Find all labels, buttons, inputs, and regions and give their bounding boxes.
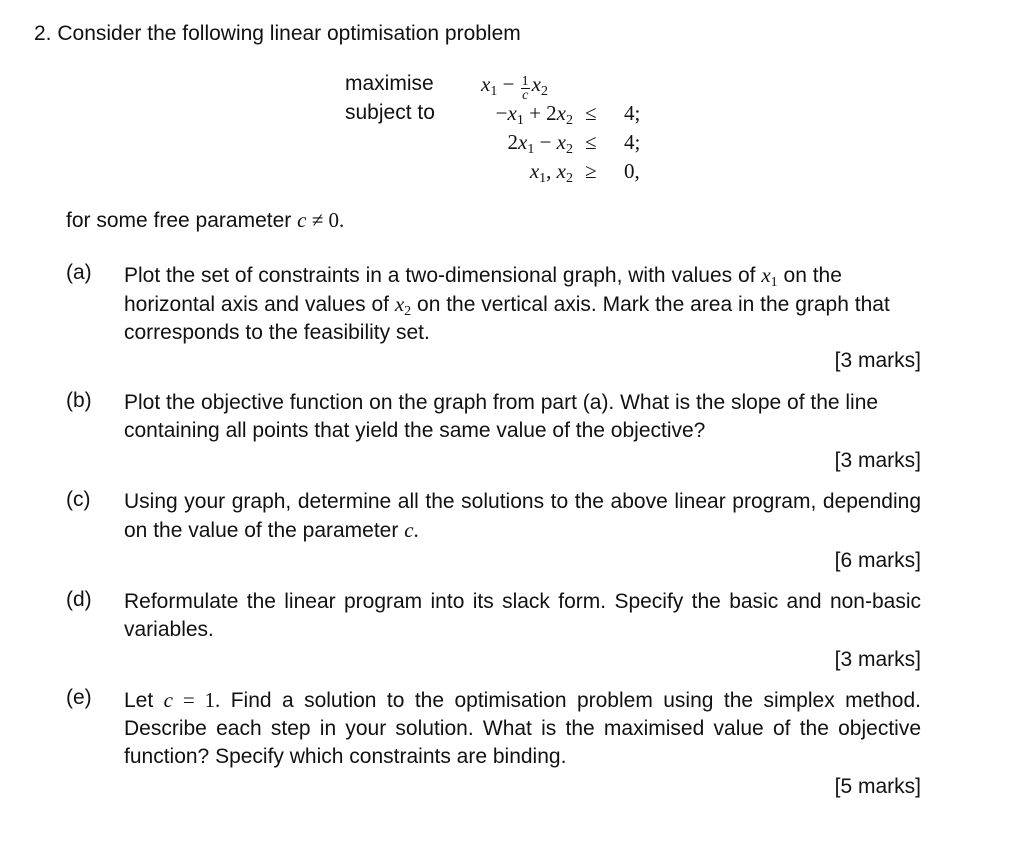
part-b-marks: [3 marks] [834,449,921,472]
part-a-text [124,261,921,347]
question-intro: Consider the following linear optimisation problem [57,22,521,45]
part-e-text-1: Let [124,689,154,712]
question-number: 2. [34,22,52,45]
maximise-label: maximise [345,72,434,95]
constraint-lhs-column [440,101,573,191]
constraint-3-lhs: $x_1$, $x_2$ [529,159,573,186]
part-b-label: (b) [66,389,92,412]
objective-expression: $x_1$ − $\frac{1}{c}$ $x_2$ [481,72,548,103]
constraint-2-lhs: $2x_1 - x_2$ [507,130,573,157]
subject-to-label: subject to [345,101,435,124]
x1-symbol: $x_1$ [761,263,778,290]
part-a-text-2: on the horizontal axis and values of [124,264,842,316]
x2-symbol: $x_2$ [394,292,412,319]
part-e-label: (e) [66,686,92,709]
part-c-text [124,488,921,545]
parameter-line [66,208,344,233]
question-header [34,22,521,46]
constraint-1-lhs: $-x_1 + 2x_2$ [495,101,573,128]
c-equals-one: c = 1. [163,688,221,712]
parameter-c-symbol: c. [404,518,419,542]
part-c-label: (c) [66,488,91,511]
part-e-text-2: Find a solution to the optimisation problem using the simplex method. Describe each step in your solution. What is the maximised value of the objective function? Specify which constraints are binding. [124,689,921,768]
part-b-text: Plot the objective function on the graph from part (a). What is the slope of the line containing all points that yield the same value of the objective? [124,391,879,442]
part-c-text-body: Using your graph, determine all the solutions to the above linear program, depending on the value of the parameter [124,490,921,542]
part-a-text-3: on the vertical axis. Mark the area in the graph that corresponds to the feasibility set. [124,293,890,344]
part-d-label: (d) [66,588,92,611]
part-a-text-1: Plot the set of constraints in a two-dimensional graph, with values of [124,264,756,287]
part-e-text [124,686,921,771]
rhs-1: 4; [624,101,641,125]
part-d-text: Reformulate the linear program into its slack form. Specify the basic and non-basic variables. [124,590,921,641]
fraction-one-over-c: $\frac{1}{c}$ [521,74,529,103]
relation-2: ≤ [585,130,597,154]
rhs-3: 0, [624,159,640,183]
part-d-marks: [3 marks] [834,648,921,671]
parameter-text: for some free parameter [66,209,292,232]
part-a-marks: [3 marks] [834,349,921,372]
relation-1: ≤ [585,101,597,125]
part-e-marks: [5 marks] [834,775,921,798]
relation-3: ≥ [585,159,597,183]
parameter-condition: c ≠ 0. [297,208,345,232]
part-a-label: (a) [66,261,92,284]
part-c-marks: [6 marks] [834,549,921,572]
rhs-2: 4; [624,130,641,154]
